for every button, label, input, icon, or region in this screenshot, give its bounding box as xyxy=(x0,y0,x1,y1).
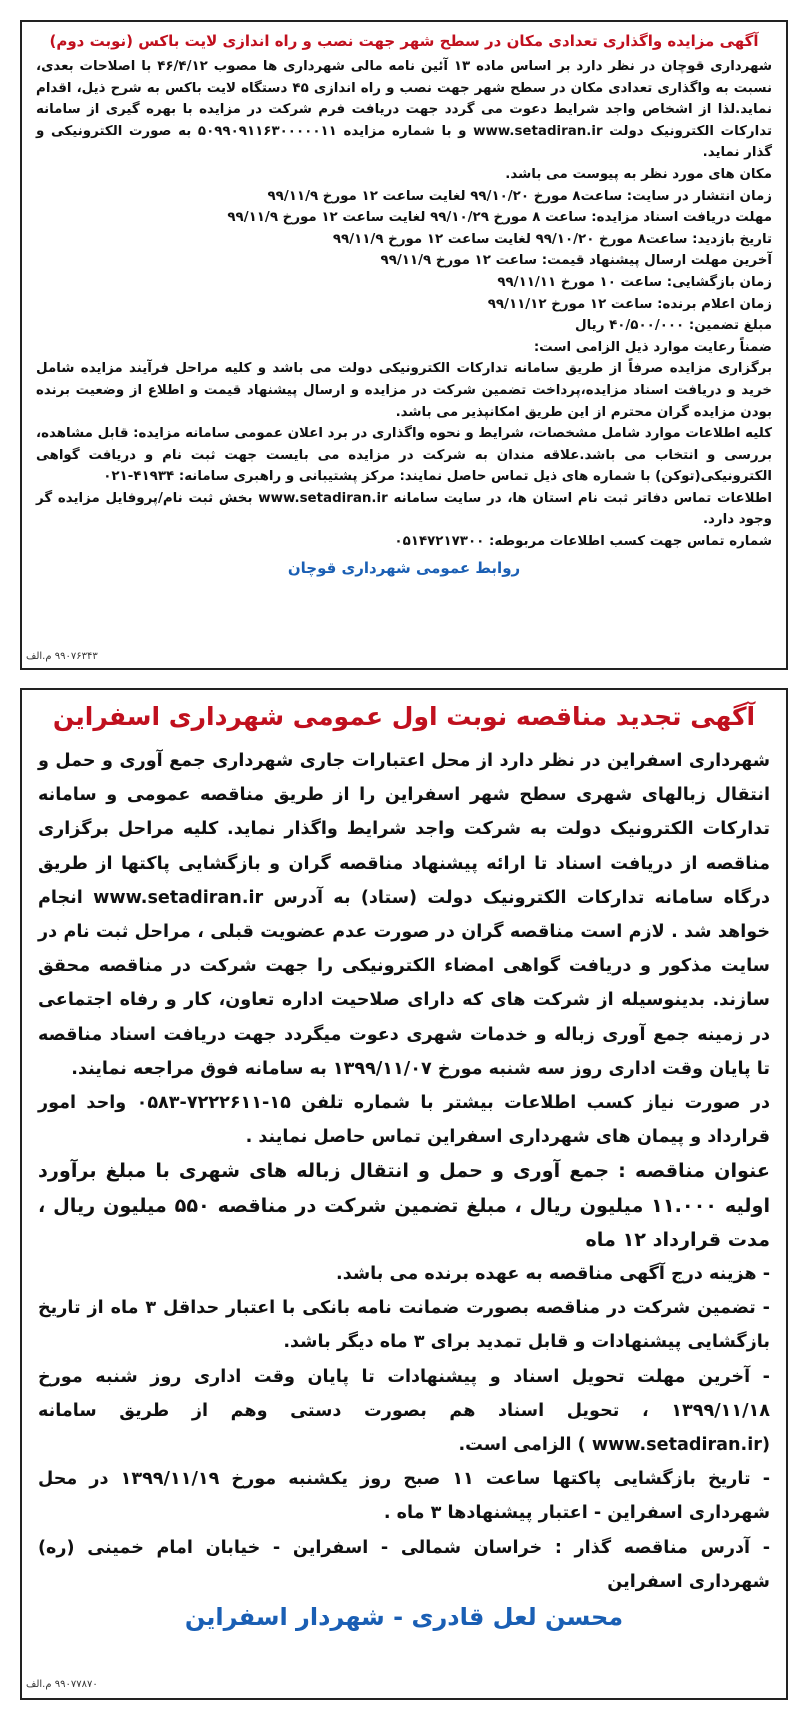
notice-signature: روابط عمومی شهرداری قوچان xyxy=(287,558,521,577)
notice-body xyxy=(36,56,772,553)
notice-paragraph: ضمناً رعایت موارد ذیل الزامی است: xyxy=(533,339,772,355)
notice-paragraph: - آدرس مناقصه گذار : خراسان شمالی - اسفراین - خیابان امام خمینی (ره) شهرداری اسفراین xyxy=(38,1537,770,1592)
notice-paragraph: شماره تماس جهت کسب اطلاعات مربوطه: ۰۵۱۴۷۲۱۷۳۰۰ xyxy=(394,534,772,550)
notice-paragraph: برگزاری مزایده صرفاً از طریق سامانه تدارکات الکترونیکی دولت می باشد و کلیه مراحل فرآیند مزایده شامل خرید و دریافت اسناد مزایده،پرداخت تضمین شرکت در مزایده و ارسال پیشنهاد قیمت و اطلاع از وضعیت برنده بودن مزایده گران محترم از این طریق امکانپذیر می باشد. xyxy=(36,361,772,420)
tender-title-paragraph: عنوان مناقصه : جمع آوری و حمل و انتقال زباله های شهری با مبلغ برآورد اولیه ۱۱.۰۰۰ میلیون ریال ، مبلغ تضمین شرکت در مناقصه ۵۵۰ میلیون ریال ، مدت قرارداد ۱۲ ماه xyxy=(38,1159,771,1251)
notice-paragraph: تاریخ بازدید: ساعت۸ مورخ ۹۹/۱۰/۲۰ لغایت ساعت ۱۲ مورخ ۹۹/۱۱/۹ xyxy=(332,231,772,247)
notice-paragraph: در صورت نیاز کسب اطلاعات بیشتر با شماره تلفن ۱۵-۷۲۲۲۶۱۱-۰۵۸۳ واحد امور قرارداد و پیمان های شهرداری اسفراین تماس حاصل نمایند . xyxy=(38,1093,770,1148)
notice-paragraph: زمان بازگشایی: ساعت ۱۰ مورخ ۹۹/۱۱/۱۱ xyxy=(497,274,772,290)
notice-paragraph: شهرداری قوچان در نظر دارد بر اساس ماده ۱۳ آئین نامه مالی شهرداری ها مصوب ۴۶/۴/۱۲ با اصلاحات بعدی، نسبت به واگذاری تعدادی مکان در سطح شهر جهت نصب و راه اندازی ۴۵ دستگاه لایت باکس به شرح ذیل، اقدام نماید.لذا از اشخاص واجد شرایط دعوت می گردد جهت دریافت فرم شرکت در مزایده با بهره گیری از سامانه تدارکات الکترونیک دولت www.setadiran.ir و با شماره مزایده ۵۰۹۹۰۹۱۱۶۳۰۰۰۰۰۱۱ به صورت الکترونیکی و گذار نماید. xyxy=(36,59,772,161)
notice-title: آگهی تجدید مناقصه نوبت اول عمومی شهرداری اسفراین xyxy=(52,702,756,731)
notice-paragraph: - آخرین مهلت تحویل اسناد و پیشنهادات تا پایان وقت اداری روز شنبه مورخ ۱۳۹۹/۱۱/۱۸ ، تحویل اسناد هم بصورت دستی وهم از طریق سامانه (www.setadiran.ir ) الزامی است. xyxy=(38,1366,770,1456)
notice-code: ۹۹۰۷۷۸۷۰ م.الف xyxy=(26,1679,98,1690)
notice-body xyxy=(38,744,770,1599)
notice-ghuchan-box xyxy=(20,20,788,670)
notice-paragraph: آخرین مهلت ارسال پیشنهاد قیمت: ساعت ۱۲ مورخ ۹۹/۱۱/۹ xyxy=(380,253,772,269)
notice-paragraph: زمان اعلام برنده: ساعت ۱۲ مورخ ۹۹/۱۱/۱۲ xyxy=(487,296,772,312)
notice-paragraph: شهرداری اسفراین در نظر دارد از محل اعتبارات جاری شهرداری جمع آوری و حمل و انتقال زبالهای شهری سطح شهر اسفراین را از طریق مناقصه عمومی و سامانه تدارکات الکترونیک دولت به شرکت واجد شرایط واگذار نماید. کلیه مراحل برگزاری مناقصه از دریافت اسناد تا ارائه پیشنهاد مناقصه گران و بازگشایی پاکتها از طریق درگاه سامانه تدارکات الکترونیک دولت (ستاد) به آدرس www.setadiran.ir انجام خواهد شد . لازم است مناقصه گران در صورت عدم عضویت قبلی ، مراحل ثبت نام در سایت مذکور و دریافت گواهی امضاء الکترونیکی را جهت شرکت در مناقصه محقق سازند. بدینوسیله از شرکت های که دارای صلاحیت اداره تعاون، کار و رفاه اجتماعی در زمینه جمع آوری زباله و خدمات شهری دعوت میگردد جهت دریافت اسناد مناقصه تا پایان وقت اداری روز سه شنبه مورخ ۱۳۹۹/۱۱/۰۷ به سامانه فوق مراجعه نمایند. xyxy=(38,751,770,1079)
notice-paragraph: - تاریخ بازگشایی پاکتها ساعت ۱۱ صبح روز یکشنبه مورخ ۱۳۹۹/۱۱/۱۹ در محل شهرداری اسفراین - اعتبار پیشنهادها ۳ ماه . xyxy=(38,1469,770,1524)
notice-paragraph: کلیه اطلاعات موارد شامل مشخصات، شرایط و نحوه واگذاری در برد اعلان عمومی سامانه مزایده: قابل مشاهده، بررسی و انتخاب می باشد.علاقه مندان به شرکت در مزایده می بایست جهت ثبت نام و دریافت گواهی الکترونیکی(توکن) با شماره های ذیل تماس حاصل نمایند: مرکز پشتیبانی و راهبری سامانه: ۴۱۹۳۴-۰۲۱ xyxy=(36,426,772,485)
notice-paragraph: مبلغ تضمین: ۴۰/۵۰۰/۰۰۰ ریال xyxy=(575,318,772,334)
notice-title: آگهی مزایده واگذاری تعدادی مکان در سطح شهر جهت نصب و راه اندازی لایت باکس (نوبت دوم) xyxy=(49,32,759,50)
notice-code: ۹۹۰۷۶۳۴۳ م.الف xyxy=(26,651,98,662)
notice-signature: محسن لعل قادری - شهردار اسفراین xyxy=(184,1603,624,1632)
notice-paragraph: - تضمین شرکت در مناقصه بصورت ضمانت نامه بانکی با اعتبار حداقل ۳ ماه از تاریخ بازگشایی پیشنهادات و قابل تمدید برای ۳ ماه دیگر باشد. xyxy=(38,1298,770,1353)
notice-paragraph: اطلاعات تماس دفاتر ثبت نام استان ها، در سایت سامانه www.setadiran.ir بخش ثبت نام/پروفایل مزایده گر وجود دارد. xyxy=(36,490,772,528)
notice-paragraph: مهلت دریافت اسناد مزایده: ساعت ۸ مورخ ۹۹/۱۰/۲۹ لغایت ساعت ۱۲ مورخ ۹۹/۱۱/۹ xyxy=(227,210,772,226)
notice-paragraph: - هزینه درج آگهی مناقصه به عهده برنده می باشد. xyxy=(336,1264,770,1285)
notice-paragraph: مکان های مورد نظر به پیوست می باشد. xyxy=(505,166,772,182)
notice-paragraph: زمان انتشار در سایت: ساعت۸ مورخ ۹۹/۱۰/۲۰ لغایت ساعت ۱۲ مورخ ۹۹/۱۱/۹ xyxy=(267,188,772,204)
notice-esfarayen-box xyxy=(20,688,788,1700)
